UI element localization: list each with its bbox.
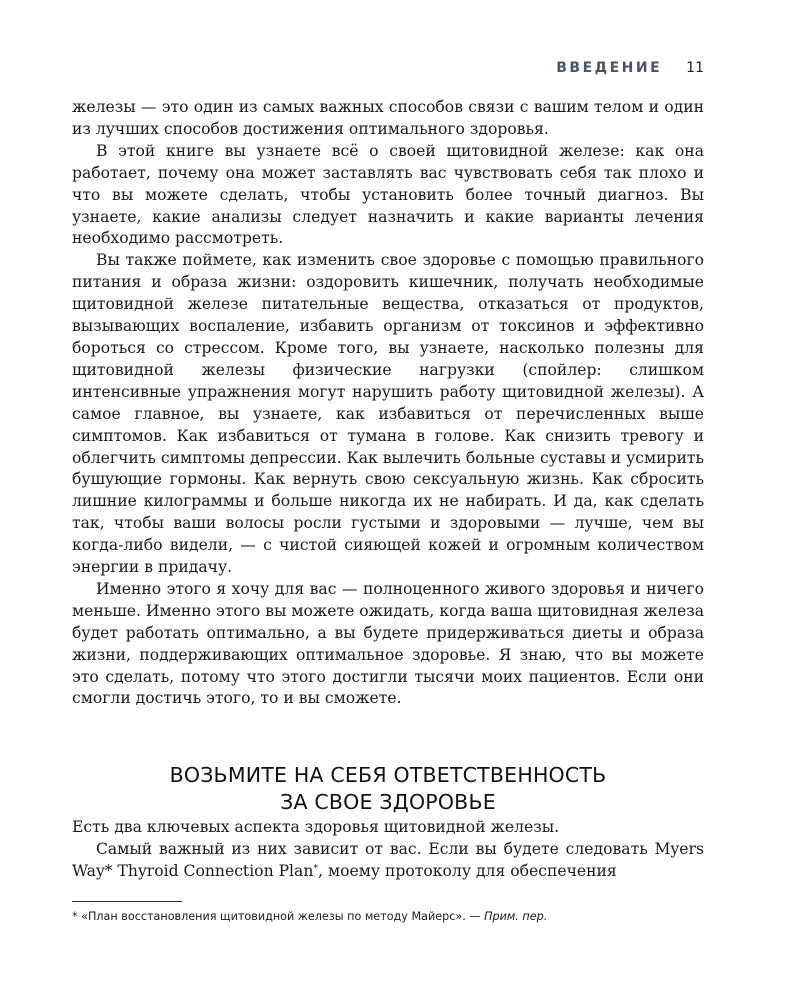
- paragraph-text: , моему протоколу для обеспечения: [318, 861, 617, 880]
- body-text-bottom: [72, 817, 704, 883]
- section-heading-line-2: ЗА СВОЕ ЗДОРОВЬЕ: [280, 790, 496, 814]
- footnote-mark: *: [313, 862, 319, 874]
- page-number: 11: [686, 60, 704, 76]
- paragraph-text: Thyroid Connection Plan: [112, 861, 314, 880]
- footnote-text: * «План восстановления щитовидной железы по методу Майерс». —: [72, 910, 485, 923]
- paragraph: Именно этого я хочу для вас — полноценного живого здоровья и ничего меньше. Именно этого вы можете ожидать, когда ваша щитовидная железа будет работать оптимально, а вы будете придерживаться диеты и образа жизни, поддерживающих оптимальное здоровье. Я знаю, что вы можете это сделать, потому что этого достигли тысячи моих пациентов. Если они смогли достичь этого, то и вы сможете.: [72, 579, 704, 708]
- paragraph-continuation: железы — это один из самых важных способов связи с вашим телом и один из лучших способов достижения оптимального здоровья.: [72, 98, 704, 138]
- paragraph-text: Самый важный из них зависит от вас. Если вы будете следовать Myers Way: [72, 839, 704, 880]
- section-heading-line-1: ВОЗЬМИТЕ НА СЕБЯ ОТВЕТСТВЕННОСТЬ: [169, 763, 607, 787]
- paragraph: Вы также поймете, как изменить свое здоровье с помощью правильного питания и образа жизни: оздоровить кишечник, получать необходимые щитовидной железе питательные вещества, отказаться от продуктов, вызывающих воспаление, избавить организм от токсинов и эффективно бороться со стрессом. Кроме того, вы узнаете, насколько полезны для щитовидной железы физические нагрузки (спойлер: слишком интенсивные упражнения могут нарушить работу щитовидной железы). А самое главное, вы узнаете, как избавиться от перечисленных выше симптомов. Как избавиться от тумана в голове. Как снизить тревогу и облегчить симптомы депрессии. Как вылечить больные суставы и усмирить бушующие гормоны. Как вернуть свою сексуальную жизнь. Как сбросить лишние килограммы и больше никогда их не набирать. И да, как сделать так, чтобы ваши волосы росли густыми и здоровыми — лучше, чем вы когда-либо видели, — с чистой сияющей кожей и огромным количеством энергии в придачу.: [72, 251, 704, 577]
- section-name: ВВЕДЕНИЕ: [556, 60, 663, 76]
- section-heading: [72, 762, 704, 816]
- body-text-top: [72, 97, 704, 710]
- paragraph: [72, 839, 704, 883]
- paragraph: Есть два ключевых аспекта здоровья щитовидной железы.: [72, 818, 560, 836]
- footnote-mark: *: [104, 861, 113, 880]
- footnote: [72, 909, 704, 924]
- running-header: [556, 60, 704, 76]
- footnote-divider: [72, 901, 182, 902]
- paragraph: В этой книге вы узнаете всё о своей щитовидной железе: как она работает, почему она может заставлять вас чувствовать себя так плохо и что вы можете сделать, чтобы установить более точный диагноз. Вы узнаете, какие анализы следует назначить и какие варианты лечения необходимо рассмотреть.: [72, 141, 704, 248]
- footnote-note: Прим. пер.: [484, 910, 548, 923]
